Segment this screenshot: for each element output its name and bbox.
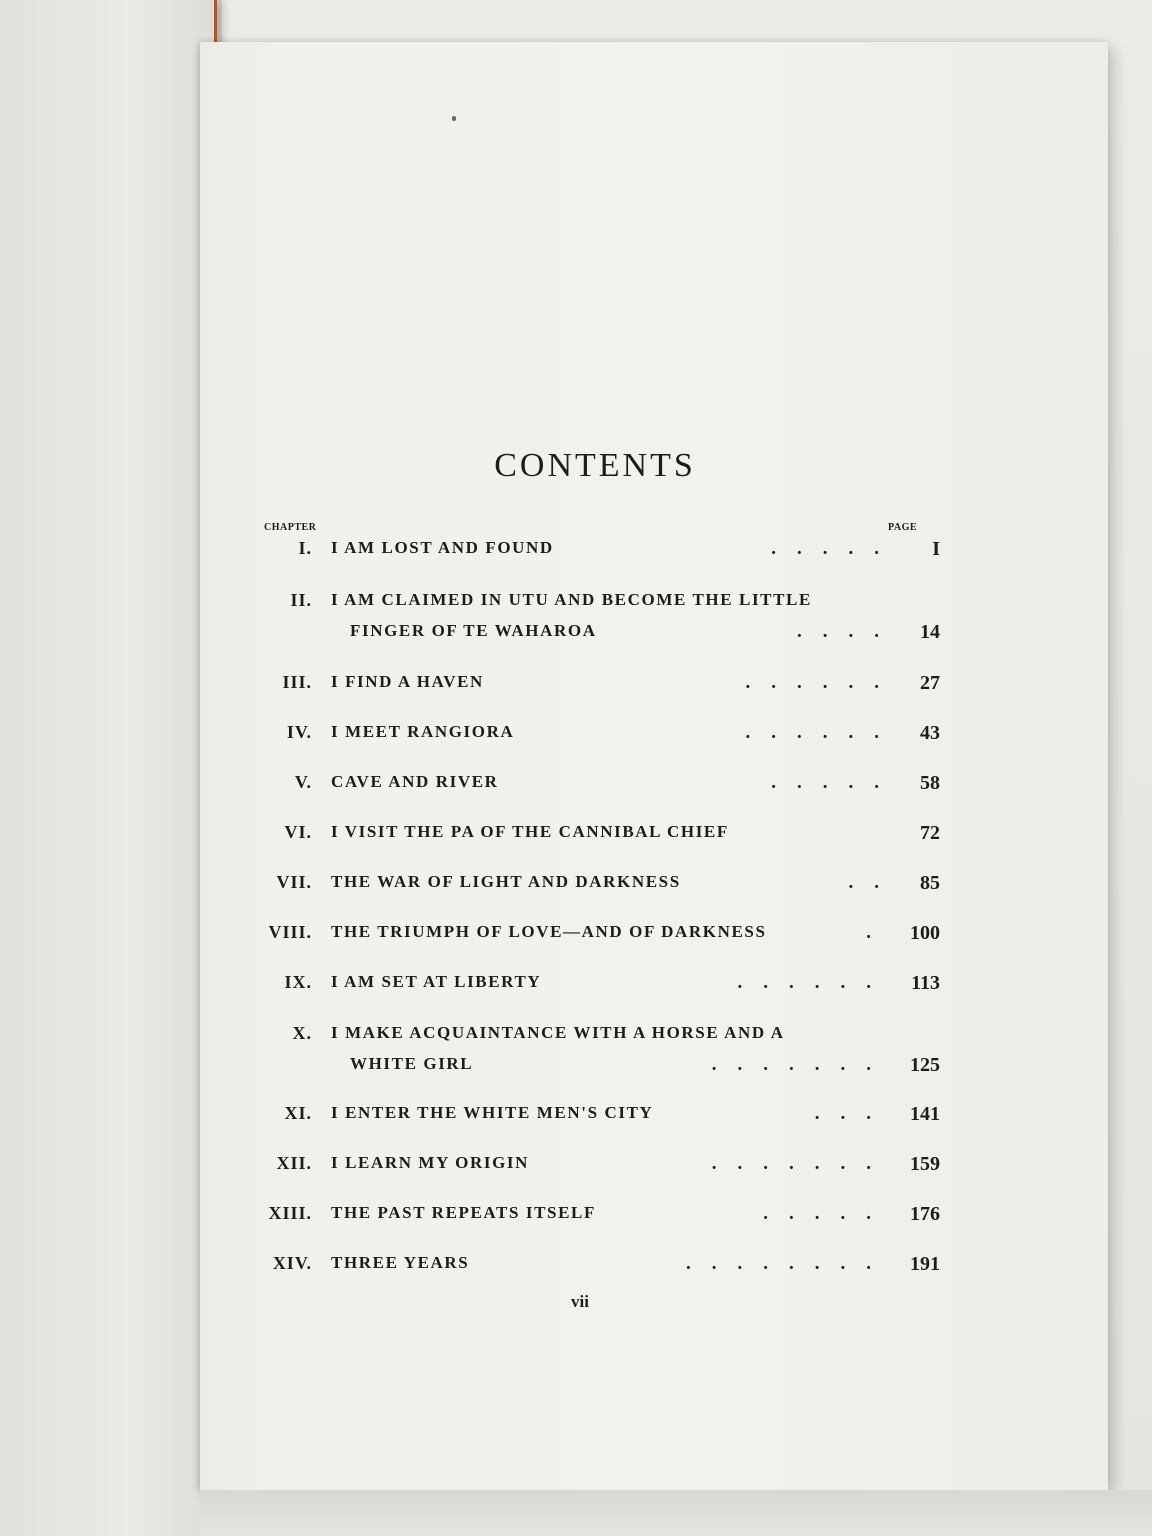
chapter-column-header: CHAPTER [264, 522, 317, 533]
dot-leader: ... [814, 1103, 892, 1124]
dot-leader: .. [848, 872, 900, 893]
chapter-number: XII. [276, 1153, 312, 1173]
chapter-number: X. [292, 1023, 312, 1043]
chapter-title: CAVE AND RIVER [331, 772, 499, 791]
chapter-title: I ENTER THE WHITE MEN'S CITY [331, 1103, 654, 1122]
chapter-title: I MEET RANGIORA [331, 722, 515, 741]
chapter-title-continued: FINGER OF TE WAHAROA [350, 621, 597, 640]
chapter-title-continued: WHITE GIRL [350, 1054, 474, 1073]
chapter-number: IX. [284, 972, 312, 992]
chapter-title: I AM CLAIMED IN UTU AND BECOME THE LITTLE [331, 590, 812, 609]
chapter-number: VII. [276, 872, 312, 892]
toc-entry [200, 772, 940, 802]
page-title: CONTENTS [494, 447, 696, 484]
toc-entry [200, 872, 940, 902]
chapter-title: I AM SET AT LIBERTY [331, 972, 542, 991]
page-ref: 58 [920, 772, 940, 794]
dot-leader: ........ [686, 1253, 892, 1274]
dot-leader: ...... [737, 972, 892, 993]
chapter-number: VI. [284, 822, 312, 842]
page-ref: 159 [910, 1153, 940, 1175]
chapter-number: VIII. [268, 922, 312, 942]
toc-entry [200, 972, 940, 1002]
page-ref: 43 [920, 722, 940, 744]
dot-leader: .... [797, 621, 900, 642]
page-ref: 113 [911, 972, 940, 994]
dot-leader: ..... [771, 538, 900, 559]
chapter-number: I. [298, 538, 312, 558]
chapter-title: I VISIT THE PA OF THE CANNIBAL CHIEF [331, 822, 729, 841]
chapter-number: XIII. [268, 1203, 312, 1223]
dot-leader: ..... [771, 772, 900, 793]
left-page [0, 0, 217, 1536]
page-ref: 72 [920, 822, 940, 844]
page-ref: 176 [910, 1203, 940, 1225]
page-ref: 191 [910, 1253, 940, 1275]
chapter-title: I AM LOST AND FOUND [331, 538, 554, 557]
dot-leader: ...... [745, 672, 900, 693]
table-surface [200, 1490, 1152, 1536]
chapter-number: XI. [284, 1103, 312, 1123]
chapter-number: XIV. [272, 1253, 312, 1273]
toc-entry [200, 922, 940, 952]
page-ref: 27 [920, 672, 940, 694]
toc-entry [200, 1023, 940, 1085]
chapter-title: I LEARN MY ORIGIN [331, 1153, 529, 1172]
chapter-title: I FIND A HAVEN [331, 672, 484, 691]
page-ref: 125 [910, 1054, 940, 1076]
chapter-number: II. [290, 590, 312, 610]
chapter-number: III. [282, 672, 312, 692]
chapter-title: THE PAST REPEATS ITSELF [331, 1203, 596, 1222]
chapter-number: V. [294, 772, 312, 792]
toc-entry [200, 1103, 940, 1133]
dot-leader: ....... [711, 1054, 892, 1075]
toc-entry [200, 722, 940, 752]
toc-entry [200, 1253, 940, 1283]
page-column-header: PAGE [888, 522, 918, 533]
dot-leader: ..... [763, 1203, 892, 1224]
toc-entry [200, 1153, 940, 1183]
toc-entry [200, 538, 940, 568]
page-ref: 100 [910, 922, 940, 944]
chapter-title: THE WAR OF LIGHT AND DARKNESS [331, 872, 681, 891]
toc-entry [200, 1203, 940, 1233]
toc-entry [200, 822, 940, 852]
page-ref: 141 [910, 1103, 940, 1125]
dot-leader: ....... [711, 1153, 892, 1174]
page-ref: 85 [920, 872, 940, 894]
chapter-title: THREE YEARS [331, 1253, 470, 1272]
book-page [200, 42, 1108, 1490]
ink-speck [452, 116, 456, 121]
dot-leader: ...... [745, 722, 900, 743]
toc-entry [200, 590, 940, 652]
toc-entry [200, 672, 940, 702]
dot-leader: . [866, 922, 892, 943]
page-ref: 14 [920, 621, 940, 643]
chapter-title: THE TRIUMPH OF LOVE—AND OF DARKNESS [331, 922, 767, 941]
page-ref: I [932, 538, 940, 560]
page-number: vii [571, 1292, 589, 1311]
chapter-title: I MAKE ACQUAINTANCE WITH A HORSE AND A [331, 1023, 785, 1042]
chapter-number: IV. [286, 722, 312, 742]
